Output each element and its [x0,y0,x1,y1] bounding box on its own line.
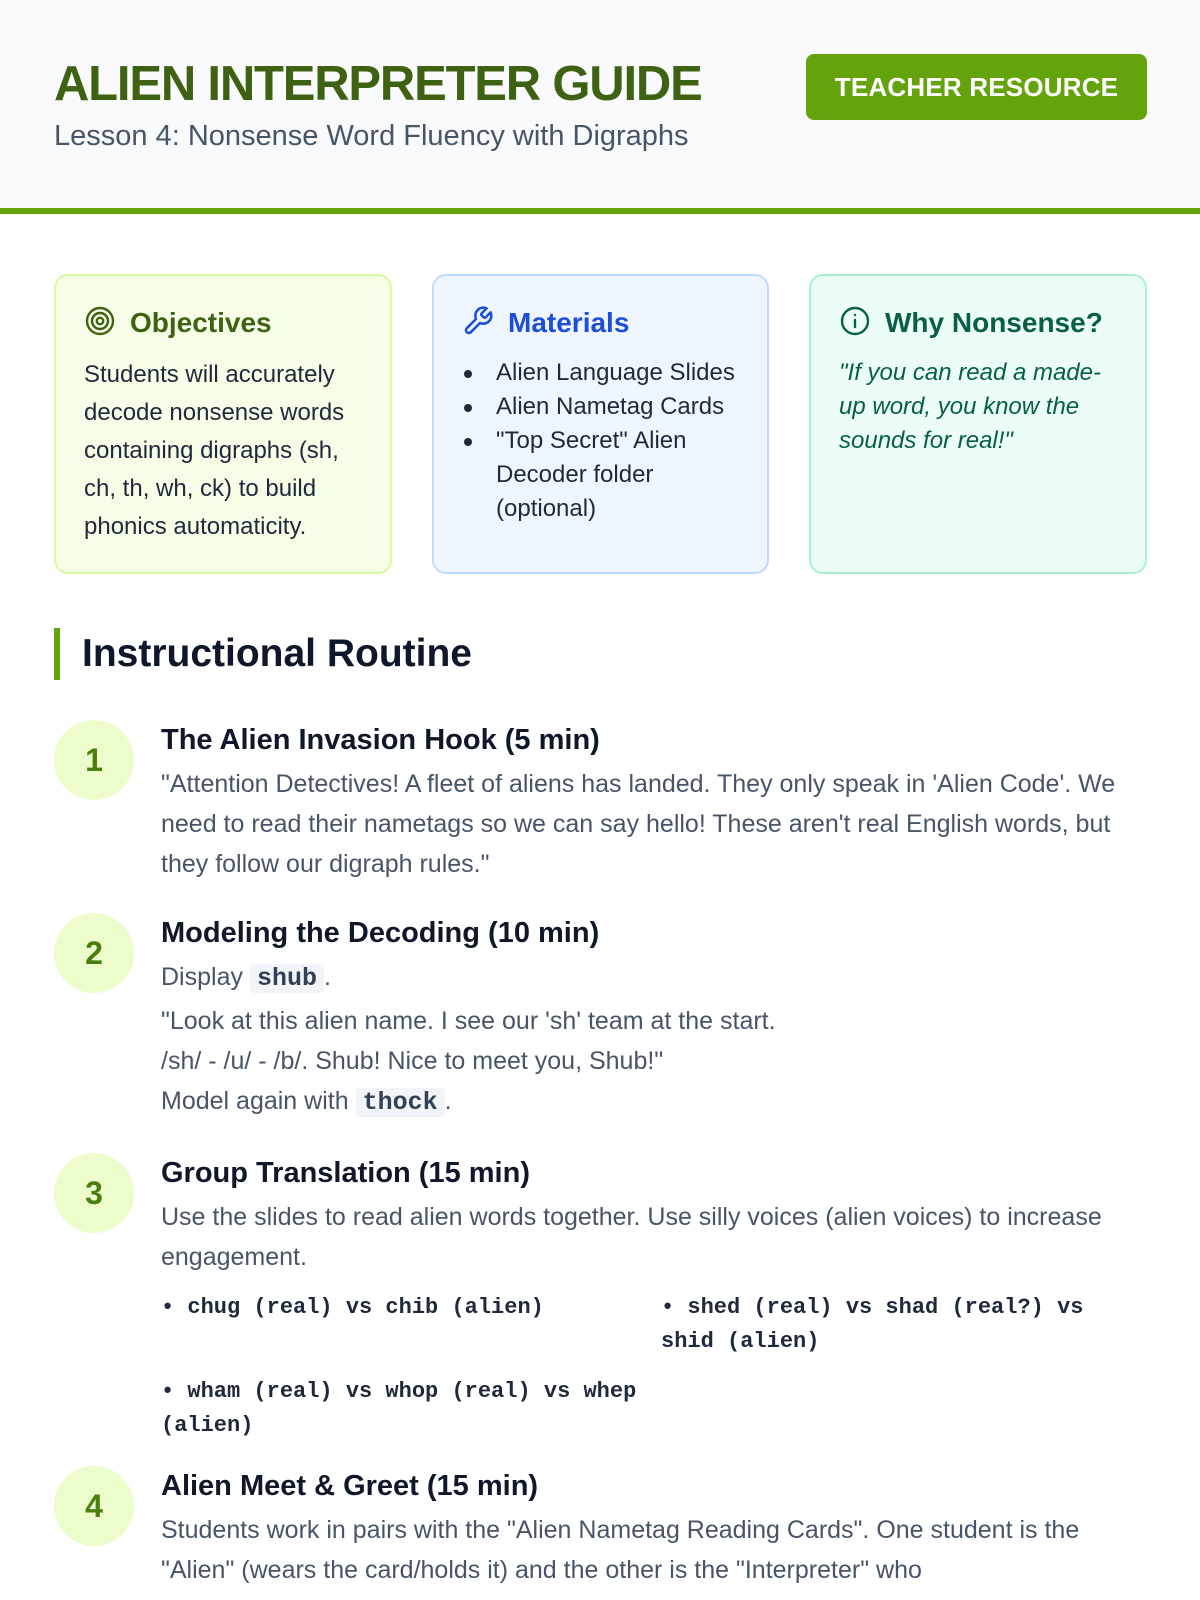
code-word: shub [250,964,324,993]
word-pair-grid [161,1291,1147,1443]
step-number-badge: 3 [54,1153,134,1233]
materials-list [462,356,739,526]
list-item: "Top Secret" Alien Decoder folder (optional) [462,424,739,526]
list-item: Alien Nametag Cards [462,390,739,424]
page-title: ALIEN INTERPRETER GUIDE [54,57,702,111]
objectives-text: Students will accurately decode nonsense words containing digraphs (sh, ch, th, wh, ck) to build phonics automaticity. [84,361,345,540]
step-text: "Attention Detectives! A fleet of aliens has landed. They only speak in 'Alien Code'. We need to read their nametags so we can say hello! These aren't real English words, but they follow our digraph rules." [161,770,1116,878]
step-quote-line: /sh/ - /u/ - /b/. Shub! Nice to meet you, Shub!" [161,1047,664,1075]
word-pair: • chug (real) vs chib (alien) [161,1295,544,1320]
step-model-line: Model again with thock . [161,1087,452,1117]
target-icon [84,305,116,342]
teacher-resource-badge: TEACHER RESOURCE [806,54,1147,120]
code-word: thock [356,1088,445,1117]
step-number-badge: 4 [54,1466,134,1546]
word-pair: • shed (real) vs shad (real?) vs shid (alien) [661,1295,1084,1354]
info-icon [839,305,871,342]
step-title: Modeling the Decoding (10 min) [161,917,600,949]
step-text: Students work in pairs with the "Alien Nametag Reading Cards". One student is the "Alien" (wears the card/holds it) and the other is the "Interpreter" who [161,1516,1080,1584]
model-label: Model again with [161,1087,349,1115]
objectives-title: Objectives [130,307,272,338]
why-nonsense-title: Why Nonsense? [885,307,1103,338]
objectives-card [54,274,392,574]
list-item: Alien Language Slides [462,356,739,390]
step-title: Alien Meet & Greet (15 min) [161,1470,539,1502]
step-title: The Alien Invasion Hook (5 min) [161,724,600,756]
step-number-badge: 1 [54,720,134,800]
materials-title: Materials [508,307,630,338]
step-text: Use the slides to read alien words together. Use silly voices (alien voices) to increase engagement. [161,1203,1102,1271]
step-display-line: Display shub . [161,963,331,993]
why-nonsense-card [809,274,1147,574]
display-label: Display [161,963,243,991]
page-subtitle: Lesson 4: Nonsense Word Fluency with Digraphs [54,120,689,152]
materials-card [432,274,769,574]
section-heading: Instructional Routine [54,628,472,680]
why-nonsense-quote: "If you can read a made-up word, you know the sounds for real!" [839,359,1101,454]
page-header [0,0,1200,214]
step-number-badge: 2 [54,913,134,993]
step-title: Group Translation (15 min) [161,1157,530,1189]
word-pair: • wham (real) vs whop (real) vs whep (alien) [161,1379,637,1438]
step-quote-line: "Look at this alien name. I see our 'sh' team at the start. [161,1007,776,1035]
wrench-icon [462,305,494,342]
